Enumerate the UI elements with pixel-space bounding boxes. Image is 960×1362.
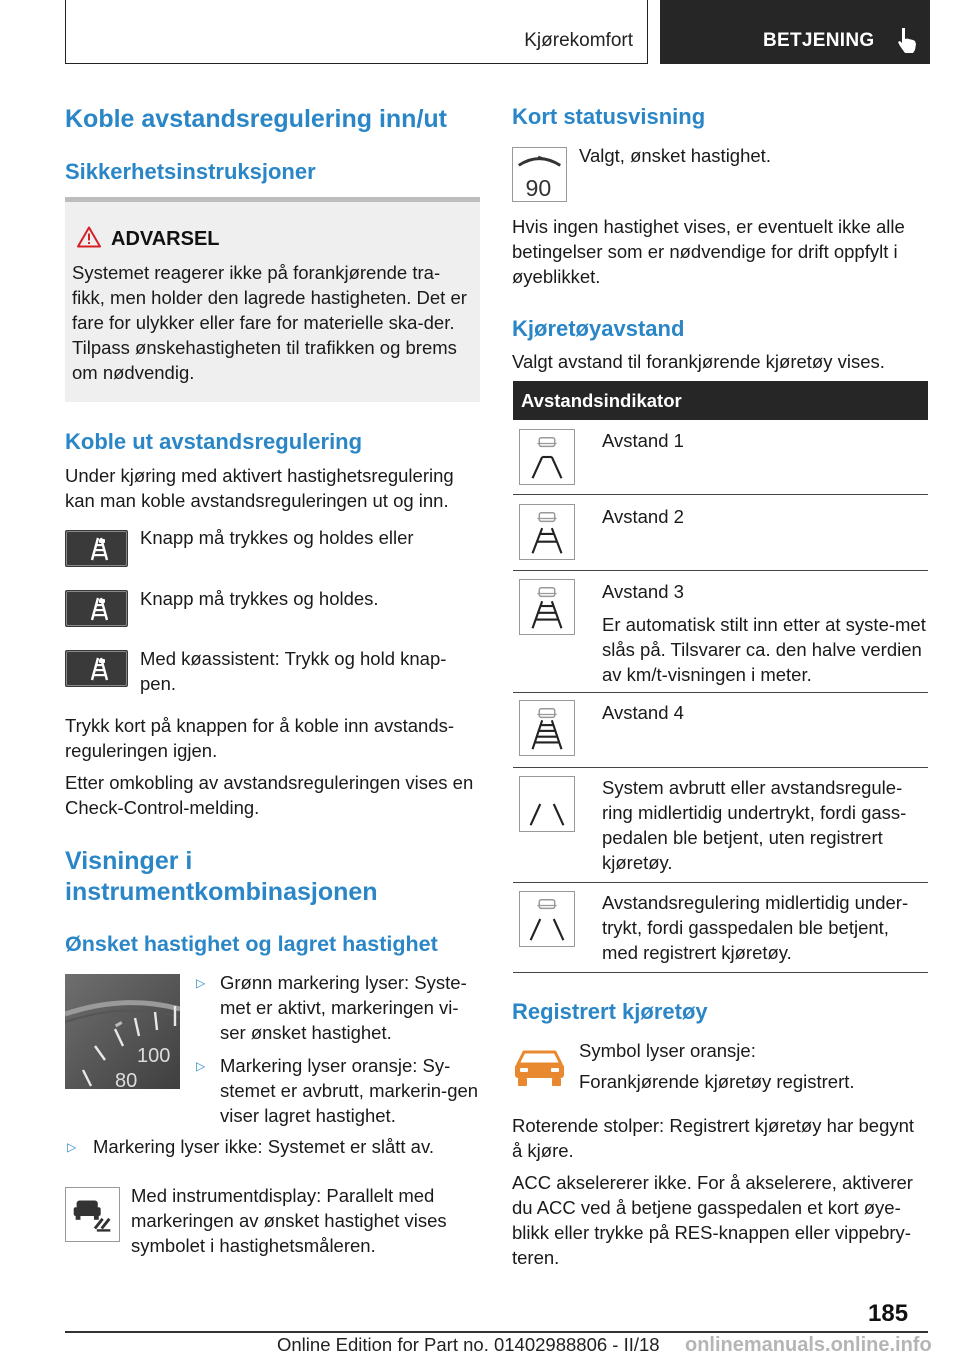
bullet-triangle-icon: ▷ — [67, 1140, 77, 1154]
gauge-label-80: 80 — [115, 1070, 138, 1089]
table-row-divider — [513, 494, 928, 495]
table-row-divider — [513, 882, 928, 883]
distance-suppressed-vehicle-icon — [519, 891, 575, 947]
table-row-text: Avstand 2 — [602, 506, 684, 527]
warning-triangle-icon — [77, 226, 101, 248]
display-heading: Visninger i instrumentkombinasjonen — [65, 847, 378, 906]
distance-4-icon — [519, 700, 575, 756]
bullet-text-1: Grønn markering lyser: Syste-met er aktivt, markeringen vi-ser ønsket hastighet. — [220, 972, 467, 1043]
table-row-divider — [513, 972, 928, 973]
table-row-divider — [513, 767, 928, 768]
check-control-text: Etter omkobling av avstandsreguleringen vises en Check-Control-melding. — [65, 772, 474, 818]
status-heading: Kort statusvisning — [512, 104, 706, 129]
status-speed-value: 90 — [525, 175, 552, 202]
button-text-2: Knapp må trykkes og holdes. — [140, 588, 379, 609]
distance-3-icon — [519, 579, 575, 635]
footer-divider — [65, 1331, 928, 1333]
header-section-title: Kjørekomfort — [524, 30, 633, 51]
instrument-distance-icon — [65, 1187, 120, 1242]
distance-text: Valgt avstand til forankjørende kjøretøy vises. — [512, 351, 885, 372]
acc-text: ACC akselererer ikke. For å akselerere, aktiverer du ACC ved å betjene gasspedalen et kort øye-blikk eller trykke på RES-knappen eller vippebry-teren. — [512, 1172, 913, 1268]
distance-2-icon — [519, 504, 575, 560]
status-caption: Valgt, ønsket hastighet. — [579, 145, 771, 166]
registered-symbol-text: Symbol lyser oransje: — [579, 1040, 756, 1061]
footer-edition: Online Edition for Part no. 01402988806 - II/18 — [277, 1334, 660, 1355]
button-text-1: Knapp må trykkes og holdes eller — [140, 527, 414, 548]
table-row-text: Avstand 4 — [602, 702, 684, 723]
table-row-text: System avbrutt eller avstandsregule-ring midlertidig undertrykt, fordi gass-pedalen ble betjent, uten registrert kjøretøy. — [602, 777, 907, 873]
distance-button-icon — [65, 530, 128, 567]
registered-vehicle-heading: Registrert kjøretøy — [512, 999, 708, 1024]
header-section-box — [65, 0, 648, 64]
speed-status-icon — [512, 147, 567, 202]
pointing-hand-icon — [896, 26, 920, 54]
distance-heading: Kjøretøyavstand — [512, 316, 685, 341]
distance-table-header: Avstandsindikator — [513, 381, 928, 420]
table-row-divider — [513, 692, 928, 693]
safety-heading: Sikkerhetsinstruksjoner — [65, 159, 316, 184]
registered-caption: Forankjørende kjøretøy registrert. — [579, 1071, 855, 1092]
gauge-label-100: 100 — [137, 1045, 171, 1067]
warning-title: ADVARSEL — [111, 228, 220, 250]
disconnect-heading: Koble ut avstandsregulering — [65, 429, 363, 454]
bullet-text-3: Markering lyser ikke: Systemet er slått av. — [93, 1136, 434, 1157]
bullet-text-2: Markering lyser oransje: Sy-stemet er avbrutt, markerin-gen viser lagret hastighet. — [220, 1055, 479, 1126]
page-title: Koble avstandsregulering inn/ut — [65, 105, 447, 133]
table-row-divider — [513, 570, 928, 571]
status-text: Hvis ingen hastighet vises, er eventuelt ikke alle betingelser som er nødvendige for drift oppfylt i øyeblikket. — [512, 216, 905, 287]
bullet-triangle-icon: ▷ — [196, 1059, 206, 1073]
reconnect-text: Trykk kort på knappen for å koble inn avstands-reguleringen igjen. — [65, 715, 455, 761]
bullet-triangle-icon: ▷ — [196, 976, 206, 990]
distance-button-icon — [65, 590, 128, 627]
footer-watermark: onlinemanuals.online.info — [685, 1334, 932, 1356]
page-number: 185 — [868, 1300, 909, 1327]
speed-heading: Ønsket hastighet og lagret hastighet — [65, 932, 438, 956]
table-row-text: Avstand 1 — [602, 430, 684, 451]
rotating-bars-text: Roterende stolper: Registrert kjøretøy har begynt å kjøre. — [512, 1115, 915, 1161]
speedometer-gauge-image — [65, 974, 180, 1089]
warning-box — [65, 197, 480, 402]
instrument-display-text: Med instrumentdisplay: Parallelt med markeringen av ønsket hastighet vises symbolet i hastighetsmåleren. — [131, 1185, 447, 1256]
warning-text: Systemet reagerer ikke på forankjørende tra-fikk, men holder den lagrede hastigheten. Det er fare for ulykker eller fare for materielle ska-der. Tilpass ønskehastigheten til trafikken og brems om nødvendig. — [72, 262, 467, 383]
button-text-3: Med køassistent: Trykk og hold knap-pen. — [140, 648, 447, 694]
distance-interrupted-icon — [519, 776, 575, 832]
table-row-text: Avstandsregulering midlertidig under-trykt, fordi gasspedalen ble betjent, med registrert kjøretøy. — [602, 892, 909, 963]
distance-1-icon — [519, 429, 575, 485]
header-chapter-title: BETJENING — [763, 30, 875, 51]
registered-vehicle-icon — [512, 1048, 567, 1090]
disconnect-text: Under kjøring med aktivert hastighetsregulering kan man koble avstandsreguleringen ut og inn. — [65, 465, 454, 511]
distance-button-icon — [65, 650, 128, 687]
table-row-text: Avstand 3 Er automatisk stilt inn etter at syste-met slås på. Tilsvarer ca. den halve verdien av km/t-visningen i meter. — [602, 581, 926, 685]
header-chapter-box — [660, 0, 930, 64]
